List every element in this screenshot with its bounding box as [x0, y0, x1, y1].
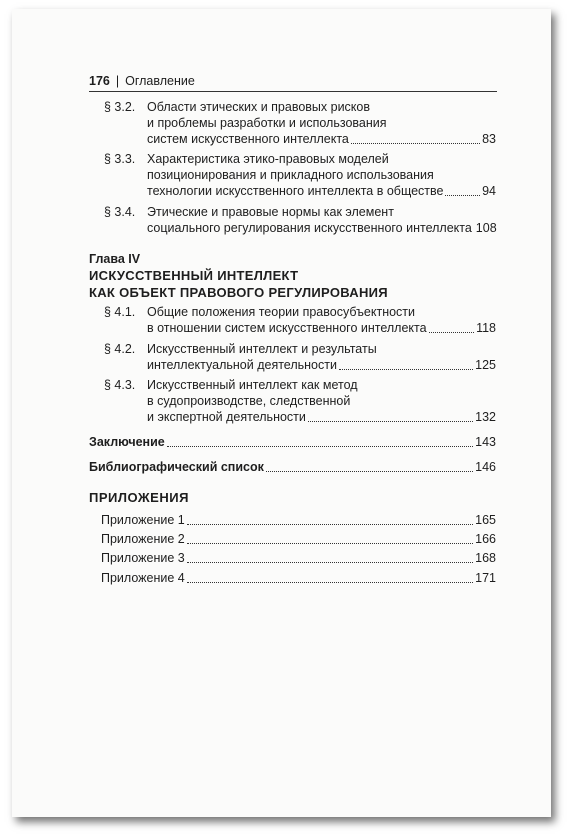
toc-label: Приложение 3: [101, 551, 185, 565]
toc-line: и экспертной деятельности: [147, 410, 306, 424]
toc-line: позиционирования и прикладного использования: [147, 168, 434, 182]
dot-leader: [167, 446, 473, 447]
toc-line: социального регулирования искусственного интеллекта: [147, 221, 472, 235]
toc-entry-3-3[interactable]: [147, 183, 496, 200]
toc-line: Общие положения теории правосубъектности: [147, 305, 416, 319]
toc-page: 132: [475, 410, 496, 424]
section-number: § 4.2.: [104, 342, 136, 356]
running-header: [89, 73, 496, 89]
toc-line: технологии искусственного интеллекта в обществе: [147, 184, 444, 198]
toc-line: Этические и правовые нормы как элемент: [147, 205, 394, 219]
toc-line: и проблемы разработки и использования: [147, 116, 387, 130]
toc-page: 166: [475, 532, 496, 546]
section-number: § 4.1.: [104, 305, 136, 319]
toc-entry-4-1[interactable]: [147, 320, 496, 337]
section-number: § 4.3.: [104, 378, 136, 392]
section-number: § 3.4.: [104, 205, 136, 219]
toc-label: Приложение 1: [101, 513, 185, 527]
toc-entry-conclusion[interactable]: [89, 434, 496, 451]
toc-line: систем искусственного интеллекта: [147, 132, 349, 146]
dot-leader: [187, 562, 473, 563]
appendices-heading: ПРИЛОЖЕНИЯ: [89, 490, 189, 505]
toc-entry-4-2[interactable]: [147, 357, 496, 374]
toc-line: интеллектуальной деятельности: [147, 358, 337, 372]
dot-leader: [308, 421, 473, 422]
toc-line: Области этических и правовых рисков: [147, 100, 371, 114]
toc-label: Приложение 4: [101, 571, 185, 585]
toc-page: 108: [475, 221, 497, 235]
toc-page: 94: [482, 184, 496, 198]
section-number: § 3.3.: [104, 152, 136, 166]
chapter-title-line: КАК ОБЪЕКТ ПРАВОВОГО РЕГУЛИРОВАНИЯ: [89, 285, 388, 300]
toc-line: в судопроизводстве, следственной: [147, 394, 351, 408]
dot-leader: [187, 582, 473, 583]
chapter-label: Глава IV: [89, 252, 141, 266]
toc-page: 146: [475, 460, 496, 474]
toc-entry-appendix-3[interactable]: [101, 550, 496, 567]
toc-page: 171: [475, 571, 496, 585]
dot-leader: [445, 195, 480, 196]
header-separator: |: [115, 74, 120, 88]
dot-leader: [351, 143, 480, 144]
chapter-title-line: ИСКУССТВЕННЫЙ ИНТЕЛЛЕКТ: [89, 268, 299, 283]
page-number: 176: [89, 74, 110, 88]
toc-entry-appendix-4[interactable]: [101, 570, 496, 587]
toc-entry-3-4[interactable]: [147, 220, 496, 237]
toc-line: Искусственный интеллект как метод: [147, 378, 358, 392]
header-title: Оглавление: [125, 74, 195, 88]
toc-entry-appendix-2[interactable]: [101, 531, 496, 548]
toc-line: Характеристика этико-правовых моделей: [147, 152, 389, 166]
toc-page: 165: [475, 513, 496, 527]
toc-entry-bibliography[interactable]: [89, 459, 496, 476]
toc-label: Библиографический список: [89, 460, 264, 474]
dot-leader: [339, 369, 473, 370]
toc-page: 125: [475, 358, 496, 372]
toc-entry-4-3[interactable]: [147, 409, 496, 426]
toc-page: 118: [476, 321, 496, 335]
toc-page: 168: [475, 551, 496, 565]
toc-label: Приложение 2: [101, 532, 185, 546]
toc-line: Искусственный интеллект и результаты: [147, 342, 377, 356]
toc-label: Заключение: [89, 435, 165, 449]
header-rule: [89, 91, 497, 92]
toc-page: 143: [475, 435, 496, 449]
dot-leader: [187, 543, 473, 544]
section-number: § 3.2.: [104, 100, 136, 114]
dot-leader: [266, 471, 473, 472]
toc-entry-appendix-1[interactable]: [101, 512, 496, 529]
toc-line: в отношении систем искусственного интеллекта: [147, 321, 427, 335]
toc-page: 83: [482, 132, 496, 146]
toc-entry-3-2[interactable]: [147, 131, 496, 148]
dot-leader: [429, 332, 474, 333]
dot-leader: [187, 524, 473, 525]
